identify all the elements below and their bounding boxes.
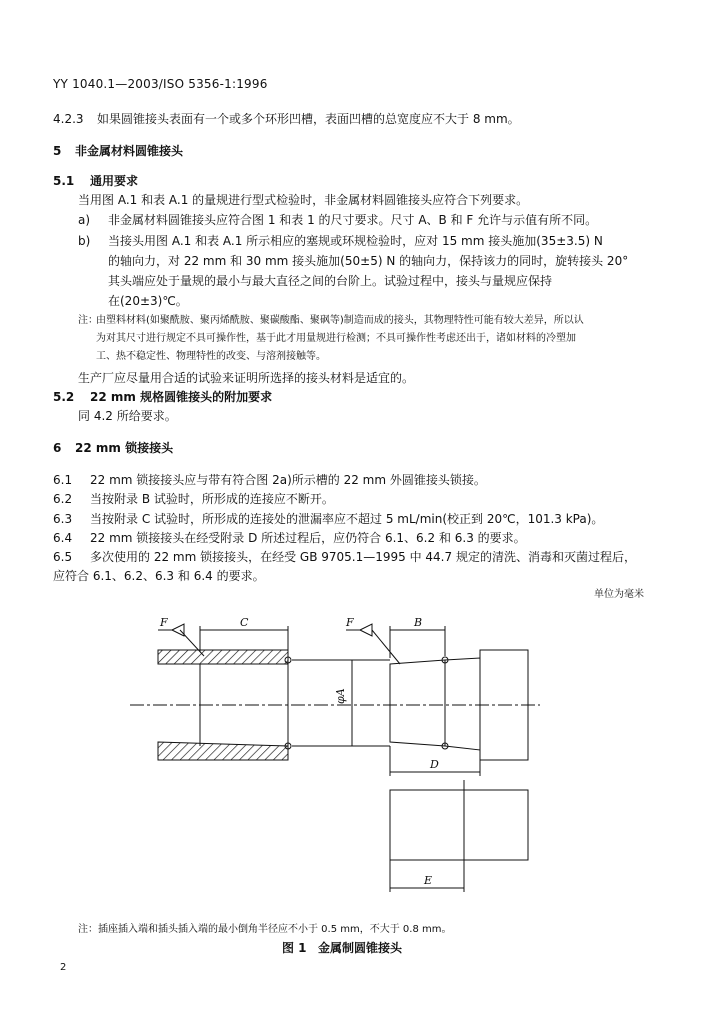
clause-5-1-title: 通用要求 [90, 174, 139, 188]
label-D: D [430, 758, 439, 771]
section-5-title: 非金属材料圆锥接头 [75, 144, 184, 158]
item-b-line: 其头端应处于量规的最小与最大直径之间的台阶上。试验过程中，接头与量规应保持 [108, 274, 553, 288]
label-B: B [414, 616, 423, 629]
clause-6-3-number: 6.3 [53, 512, 73, 526]
clause-6-3-text: 当按附录 C 试验时，所形成的连接处的泄漏率应不超过 5 mL/min(校正到 20℃，101.3 kPa)。 [90, 512, 604, 526]
label-F-left: F [160, 616, 168, 629]
label-C: C [240, 616, 249, 629]
item-a-text: 非金属材料圆锥接头应符合图 1 和表 1 的尺寸要求。尺寸 A、B 和 F 允许与示值有所不同。 [108, 213, 598, 227]
note-line: 工、热不稳定性、物理特性的改变、与溶剂接触等。 [96, 351, 326, 362]
clause-6-1-number: 6.1 [53, 473, 73, 487]
clause-6-4-number: 6.4 [53, 531, 73, 545]
section-6-number: 6 [53, 441, 62, 455]
note-line: 由塑料材料(如聚酰胺、聚丙烯酰胺、聚碳酸酯、聚砜等)制造而成的接头，其物理特性可能有较大差异，所以认 [96, 315, 584, 326]
section-5-number: 5 [53, 144, 62, 158]
clause-6-2-number: 6.2 [53, 492, 73, 506]
clause-5-2-title: 22 mm 规格圆锥接头的附加要求 [90, 390, 273, 404]
clause-5-1-number: 5.1 [53, 174, 75, 188]
clause-6-5-line2: 应符合 6.1、6.2、6.3 和 6.4 的要求。 [53, 569, 265, 583]
label-E: E [424, 874, 433, 887]
label-A: φA [334, 688, 347, 704]
clause-6-1-text: 22 mm 锁接接头应与带有符合图 2a)所示槽的 22 mm 外圆锥接头锁接。 [90, 473, 486, 487]
figure-caption-title: 金属制圆锥接头 [318, 941, 403, 955]
page-number: 2 [60, 962, 67, 973]
item-b-line: 的轴向力，对 22 mm 和 30 mm 接头施加(50±5) N 的轴向力，保持该力的同时，旋转接头 20° [108, 254, 629, 268]
plug-tip-profile [390, 790, 464, 860]
item-a-label: a) [78, 213, 91, 227]
clause-6-2-text: 当按附录 B 试验时，所形成的连接应不断开。 [90, 492, 334, 506]
clause-6-5-line1: 多次使用的 22 mm 锁接接头，在经受 GB 9705.1—1995 中 44.7 规定的清洗、消毒和灭菌过程后， [90, 550, 636, 564]
plug-body [390, 658, 480, 750]
clause-5-2-text: 同 4.2 所给要求。 [78, 409, 177, 423]
clause-6-5-number: 6.5 [53, 550, 73, 564]
clause-4-2-3-number: 4.2.3 [53, 112, 84, 126]
note-line: 为对其尺寸进行规定不具可操作性，基于此才用量规进行检测；不具可操作性考虑还出于，诸如材料的冷塑加 [96, 333, 576, 344]
figure-1-drawing [0, 600, 723, 910]
clause-5-1-closing: 生产厂应尽量用合适的试验来证明所选择的接头材料是适宜的。 [78, 371, 415, 385]
clause-4-2-3-text: 如果圆锥接头表面有一个或多个环形凹槽，表面凹槽的总宽度应不大于 8 mm。 [97, 112, 520, 126]
socket-wall-top [158, 650, 288, 664]
document-header: YY 1040.1—2003/ISO 5356-1:1996 [53, 77, 268, 91]
item-b-label: b) [78, 234, 91, 248]
item-b-line: 在(20±3)℃。 [108, 294, 188, 308]
figure-caption-number: 图 1 [282, 941, 307, 955]
clause-5-2-number: 5.2 [53, 390, 75, 404]
section-6-title: 22 mm 锁接接头 [75, 441, 174, 455]
note-label: 注： [78, 315, 98, 326]
label-F-right: F [346, 616, 354, 629]
item-b-line: 当接头用图 A.1 和表 A.1 所示相应的塞规或环规检验时，应对 15 mm 接头施加(35±3.5) N [108, 234, 603, 248]
socket-wall-bottom [158, 742, 288, 760]
figure-note: 注：插座插入端和插头插入端的最小倒角半径应不小于 0.5 mm，不大于 0.8 mm。 [78, 924, 452, 935]
clause-5-1-intro: 当用图 A.1 和表 A.1 的量规进行型式检验时，非金属材料圆锥接头应符合下列要求。 [78, 193, 529, 207]
units-label: 单位为毫米 [594, 589, 644, 600]
clause-6-4-text: 22 mm 锁接接头在经受附录 D 所述过程后，应仍符合 6.1、6.2 和 6.3 的要求。 [90, 531, 526, 545]
